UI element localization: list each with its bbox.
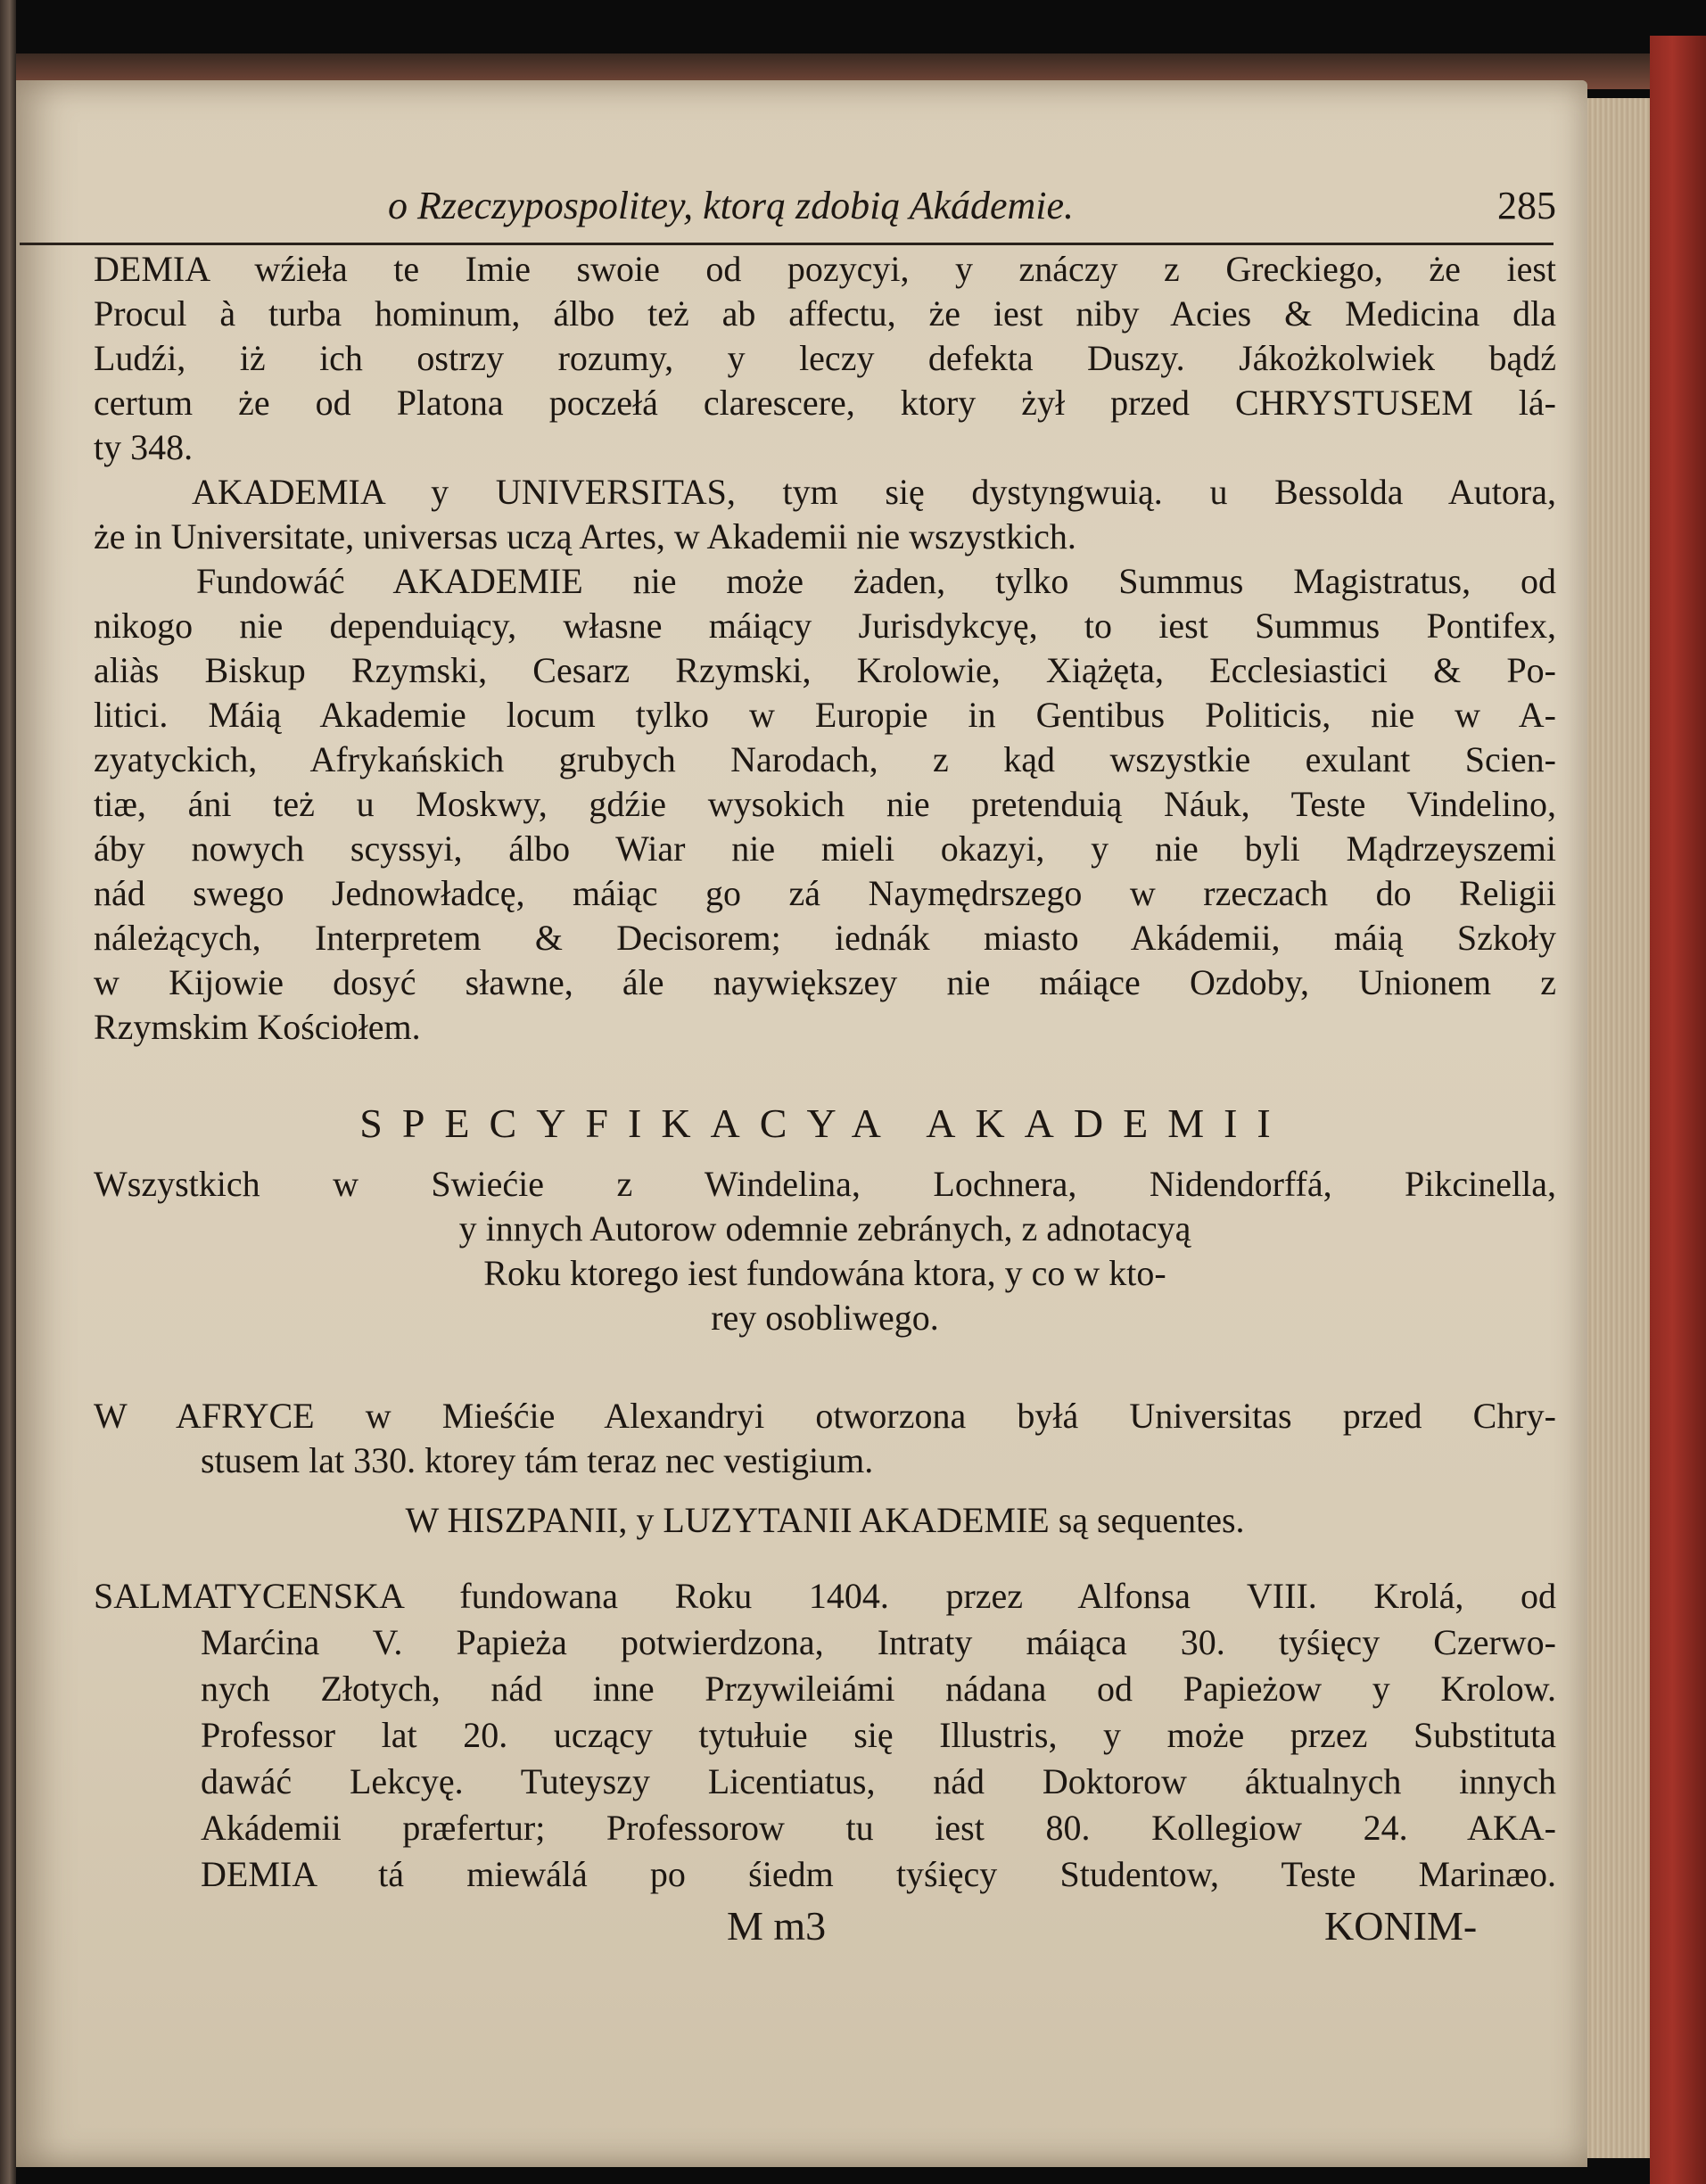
text-line: certum że od Platona poczełá clarescere, ktory żył przed CHRYSTUSEM lá- [94, 383, 1556, 423]
text-line: dawáć Lekcyę. Tuteyszy Licentiatus, nád Doktorow áktualnych innych [201, 1761, 1556, 1801]
text-line: litici. Máią Akademie locum tylko w Europie in Gentibus Politicis, nie w A- [94, 695, 1556, 735]
text-line: AKADEMIA y UNIVERSITAS, tym się dystyngwuią. u Bessolda Autora, [192, 472, 1556, 512]
text-line: Procul à turba hominum, álbo też ab affectu, że iest niby Acies & Medicina dla [94, 293, 1556, 334]
text-line: w Kijowie dosyć sławne, ále naywiększey nie máiące Ozdoby, Unionem z [94, 962, 1556, 1002]
text-line: Akádemii præfertur; Professorow tu iest 80. Kollegiow 24. AKA- [201, 1808, 1556, 1848]
text-line: Professor lat 20. uczący tytułuie się Illustris, y może przez Substituta [201, 1715, 1556, 1755]
section-subtitle-line: rey osobliwego. [711, 1298, 939, 1338]
text-line: Rzymskim Kościołem. [94, 1007, 421, 1047]
text-line: nikogo nie dependuiący, własne máiący Jurisdykcyę, to iest Summus Pontifex, [94, 606, 1556, 646]
text-line: nád swego Jednowładcę, máiąc go zá Naymędrszego w rzeczach do Religii [94, 873, 1556, 913]
text-line: SALMATYCENSKA fundowana Roku 1404. przez Alfonsa VIII. Krolá, od [94, 1576, 1556, 1616]
text-line: aliàs Biskup Rzymski, Cesarz Rzymski, Krolowie, Xiążęta, Ecclesiastici & Po- [94, 650, 1556, 690]
text-line: DEMIA wźieła te Imie swoie od pozycyi, y znáczy z Greckiego, że iest [94, 249, 1556, 289]
text-line: że in Universitate, universas uczą Artes, w Akademii nie wszystkich. [94, 516, 1076, 556]
running-head: o Rzeczypospolitey, ktorą zdobią Akádemie. [388, 184, 1075, 227]
text-line: Marćina V. Papieża potwierdzona, Intraty máiąca 30. tyśięcy Czerwo- [201, 1622, 1556, 1662]
page-number: 285 [1497, 184, 1556, 227]
text-line: tiæ, áni też u Moskwy, gdźie wysokich nie pretenduią Náuk, Teste Vindelino, [94, 784, 1556, 824]
text-line: ty 348. [94, 427, 194, 467]
text-line: stusem lat 330. ktorey tám teraz nec vestigium. [201, 1440, 874, 1480]
text-line: náleżących, Interpretem & Decisorem; iednák miasto Akádemii, máią Szkoły [94, 918, 1556, 958]
book-spine [0, 0, 16, 2184]
text-line: áby nowych scyssyi, álbo Wiar nie mieli okazyi, y nie byli Mądrzeyszemi [94, 828, 1556, 869]
text-line: DEMIA tá miewálá po śiedm tyśięcy Studentow, Teste Marinæo. [201, 1854, 1556, 1894]
text-line: zyatyckich, Afrykańskich grubych Narodach, z kąd wszystkie exulant Scien- [94, 739, 1556, 779]
text-line: W AFRYCE w Mieśćie Alexandryi otworzona byłá Universitas przed Chry- [94, 1396, 1556, 1436]
text-line: Ludźi, iż ich ostrzy rozumy, y leczy defekta Duszy. Jákożkolwiek bądź [94, 338, 1556, 378]
page-header [94, 183, 1556, 236]
section-subtitle-line: y innych Autorow odemnie zebránych, z adnotacyą [458, 1208, 1191, 1249]
text-line: nych Złotych, nád inne Przywileiámi nádana od Papieżow y Krolow. [201, 1669, 1556, 1709]
section-subtitle-line: Roku ktorego iest fundowána ktora, y co w kto- [483, 1253, 1166, 1293]
section-title: SPECYFIKACYA AKADEMII [359, 1100, 1290, 1146]
subsection-heading: W HISZPANII, y LUZYTANII AKADEMIE są sequentes. [405, 1500, 1245, 1540]
red-page-edges [1650, 36, 1706, 2184]
text-line: Fundowáć AKADEMIE nie może żaden, tylko Summus Magistratus, od [196, 561, 1556, 601]
page-stack-edge [1587, 98, 1650, 2158]
section-subtitle-line: Wszystkich w Swiećie z Windelina, Lochnera, Nidendorffá, Pikcinella, [94, 1164, 1556, 1204]
signature-mark: M m3 [727, 1903, 827, 1949]
catchword: KONIM- [1324, 1903, 1478, 1949]
header-rule [20, 243, 1554, 245]
